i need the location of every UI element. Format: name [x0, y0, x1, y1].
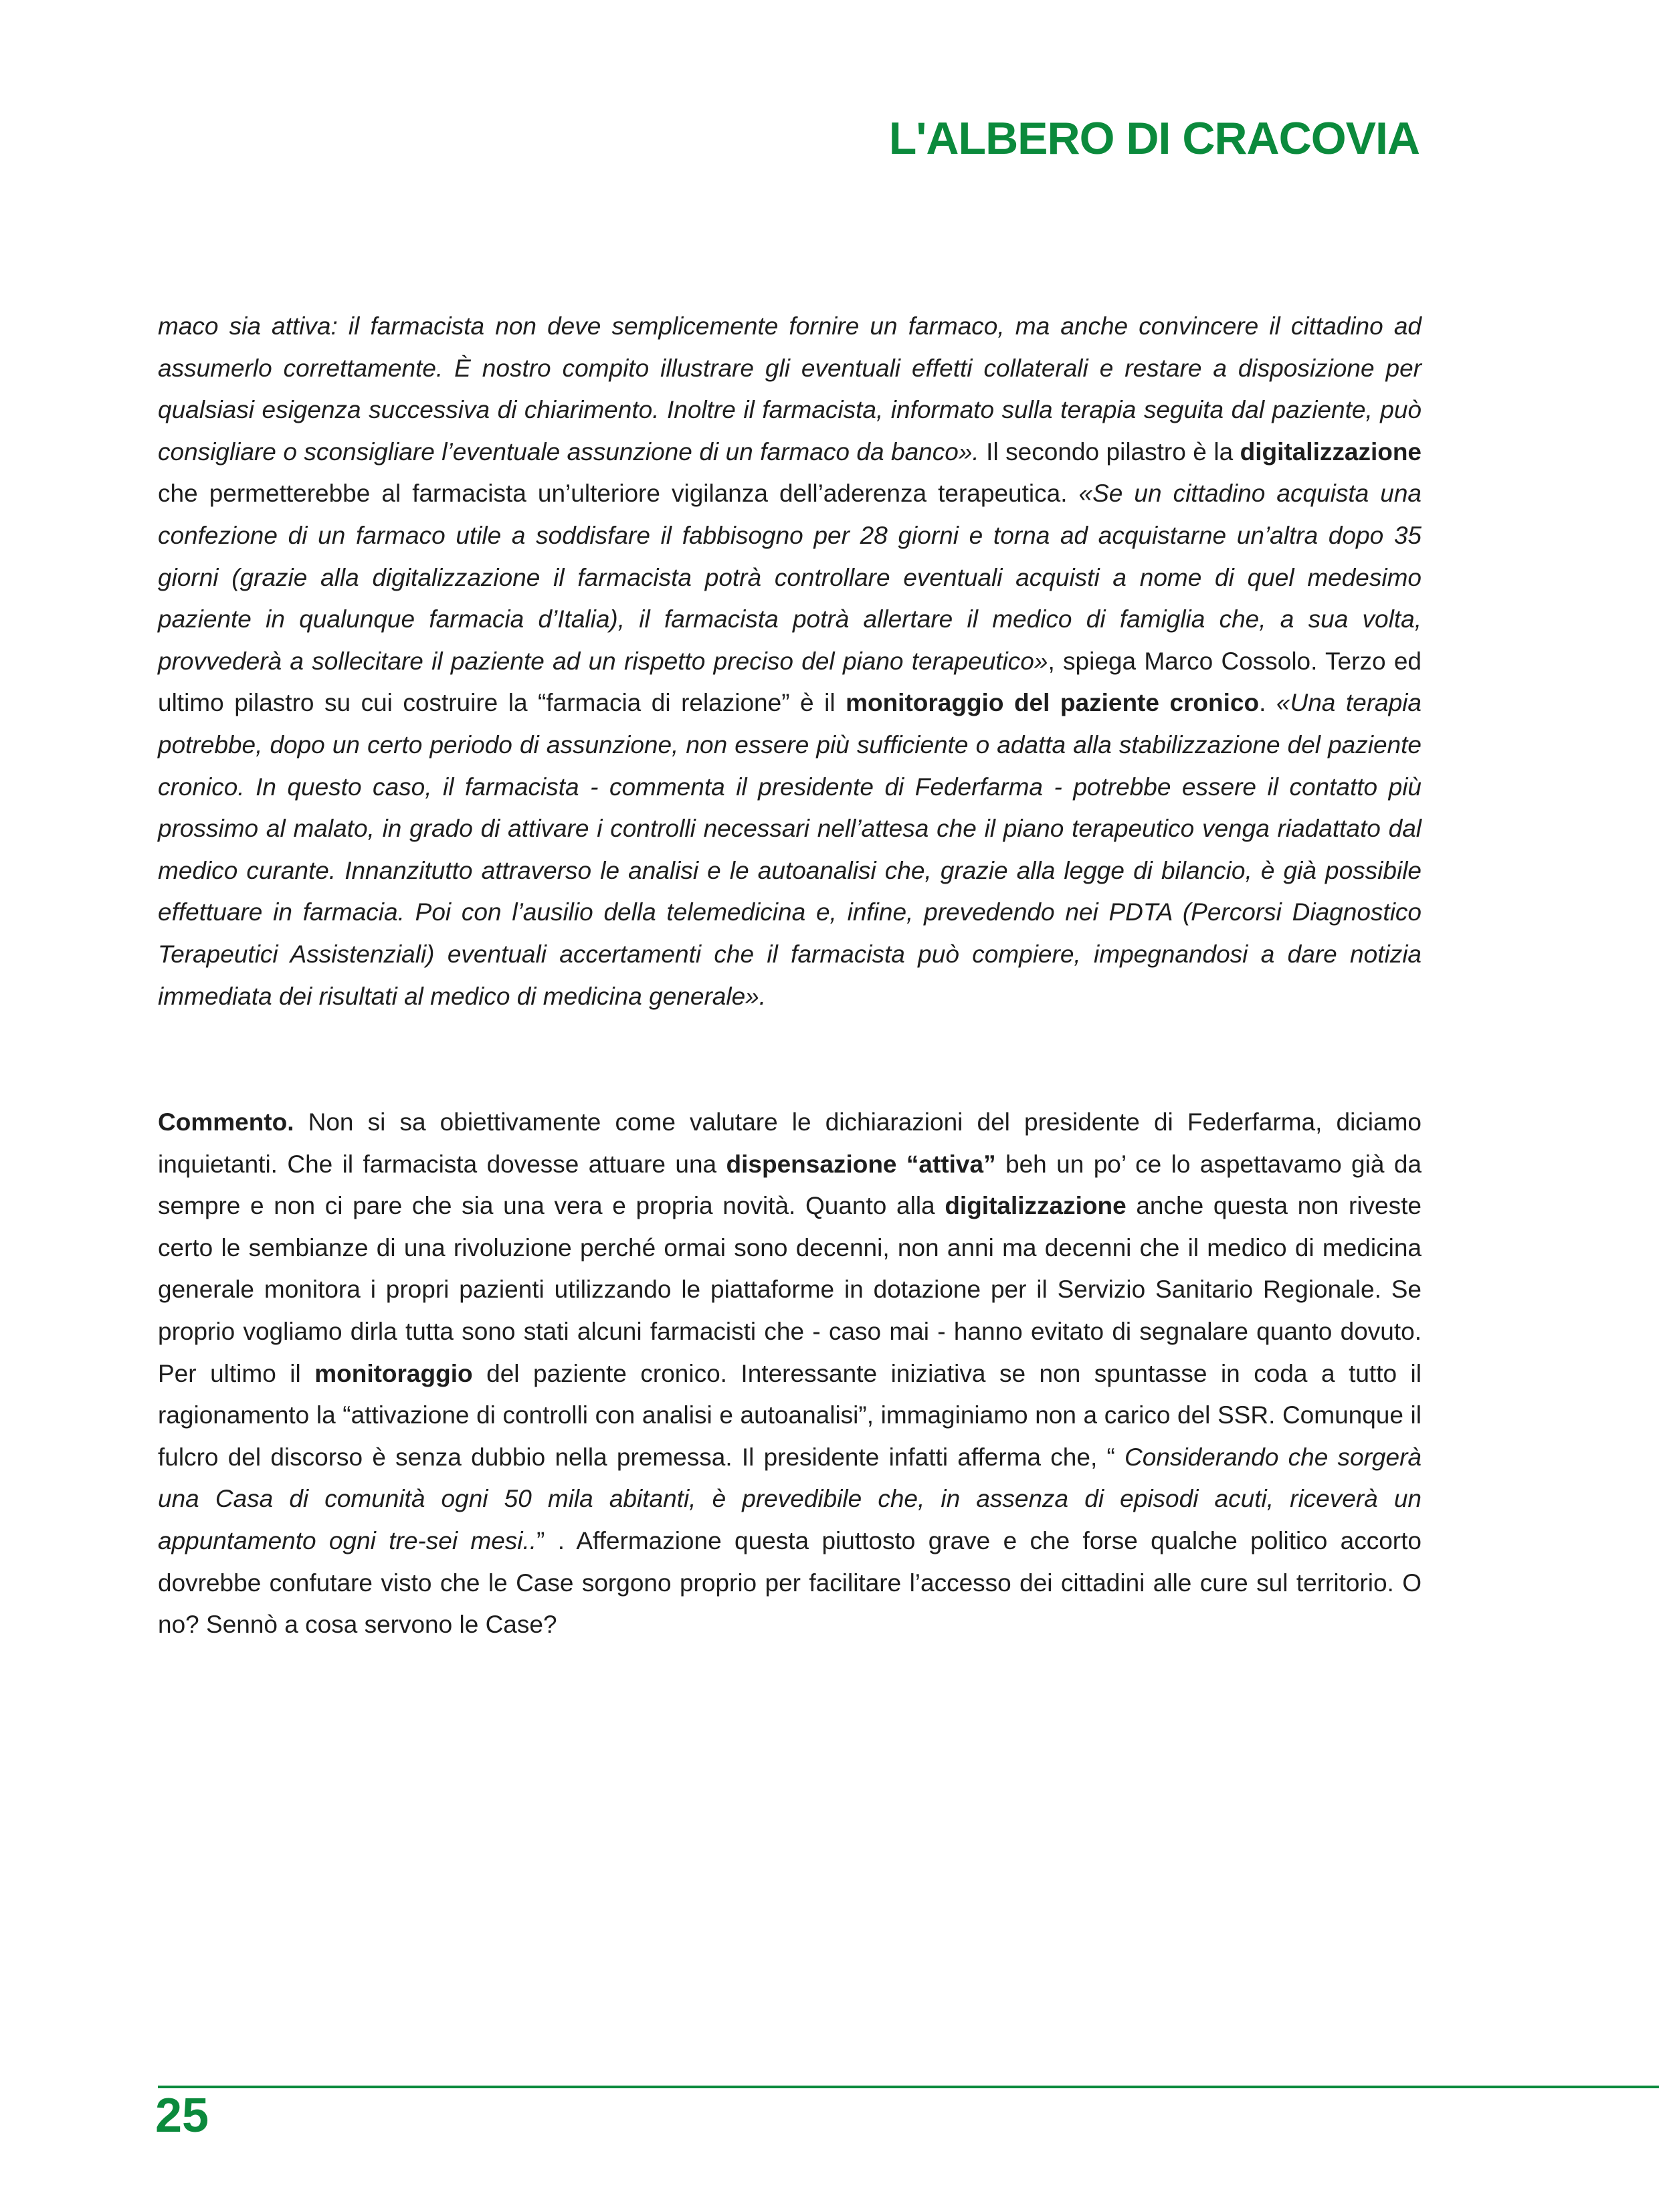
section-title: L'ALBERO DI CRACOVIA	[888, 113, 1420, 164]
emphasis-digitalizzazione: digitalizzazione	[1240, 437, 1422, 466]
quote-text: «Se un cittadino acquista una confezione di un farmaco utile a soddisfare il fabbisogno per 28 giorni e torna ad acquistarne un’altra dopo 35 giorni (grazie alla digitalizzazione il farmacista potrà controllare eventuali acquisti a nome di quel medesimo paziente in qualunque farmacia d’Italia), il farmacista potrà allertare il medico di famiglia che, a sua volta, provvederà a sollecitare il paziente ad un rispetto preciso del piano terapeutico»	[158, 480, 1422, 675]
body-text-segment: Non si sa obiettivamente come valutare le dichiarazioni del presidente di Federfarma, diciamo inquietanti. Che il farmacista dovesse attuare una	[158, 1108, 1422, 1178]
emphasis-monitoraggio-paziente-cronico: monitoraggio del paziente cronico	[846, 689, 1260, 717]
footer-divider	[158, 2086, 1659, 2088]
emphasis-digitalizzazione: digitalizzazione	[945, 1192, 1127, 1220]
body-paragraph-1	[158, 306, 1422, 1017]
body-text-segment: Il secondo pilastro è la	[979, 437, 1240, 466]
body-paragraph-2	[158, 1102, 1422, 1646]
body-text-segment: .	[1259, 689, 1276, 717]
page-number: 25	[155, 2089, 209, 2142]
body-text-segment: del paziente cronico. Interessante iniziativa se non spuntasse in coda a tutto il ragionamento la “attivazione di controlli con analisi e autoanalisi”, immaginiamo non a carico del SSR. Comunque il fulcro del discorso è senza dubbio nella premessa. Il presidente infatti afferma che, “	[158, 1359, 1422, 1471]
emphasis-dispensazione-attiva: dispensazione “attiva”	[726, 1150, 996, 1178]
body-text-segment: che permetterebbe al farmacista un’ulteriore vigilanza dell’aderenza terapeutica.	[158, 480, 1079, 508]
body-text-segment: , spiega Marco Cossolo. Terzo ed ultimo pilastro su cui costruire la “farmacia di relazione” è il	[158, 647, 1422, 717]
body-text-segment: anche questa non riveste certo le sembianze di una rivoluzione perché ormai sono decenni, non anni ma decenni che il medico di medicina generale monitora i propri pazienti utilizzando le piattaforme in dotazione per il Servizio Sanitario Regionale. Se proprio vogliamo dirla tutta sono stati alcuni farmacisti che - caso mai - hanno evitato di segnalare quanto dovuto. Per ultimo il	[158, 1192, 1422, 1387]
body-text-segment: ” . Affermazione questa piuttosto grave e che forse qualche politico accorto dovrebbe confutare visto che le Case sorgono proprio per facilitare l’accesso dei cittadini alle cure sul territorio. O no? Sennò a cosa servono le Case?	[158, 1526, 1422, 1639]
comment-heading: Commento.	[158, 1108, 294, 1136]
quote-text: «Una terapia potrebbe, dopo un certo periodo di assunzione, non essere più sufficiente o adatta alla stabilizzazione del paziente cronico. In questo caso, il farmacista - commenta il presidente di Federfarma - potrebbe essere il contatto più prossimo al malato, in grado di attivare i controlli necessari nell’attesa che il piano terapeutico venga riadattato dal medico curante. Innanzitutto attraverso le analisi e le autoanalisi che, grazie alla legge di bilancio, è già possibile effettuare in farmacia. Poi con l’ausilio della telemedicina e, infine, prevedendo nei PDTA (Percorsi Diagnostico Terapeutici Assistenziali) eventuali accertamenti che il farmacista può compiere, impegnandosi a dare notizia immediata dei risultati al medico di medicina generale».	[158, 689, 1422, 1010]
quote-text: maco sia attiva: il farmacista non deve semplicemente fornire un farmaco, ma anche convincere il cittadino ad assumerlo correttamente. È nostro compito illustrare gli eventuali effetti collaterali e restare a disposizione per qualsiasi esigenza successiva di chiarimento. Inoltre il farmacista, informato sulla terapia seguita dal paziente, può consigliare o sconsigliare l’eventuale assunzione di un farmaco da banco».	[158, 312, 1422, 466]
emphasis-monitoraggio: monitoraggio	[314, 1359, 473, 1387]
body-text-segment: beh un po’ ce lo aspettavamo già da sempre e non ci pare che sia una vera e propria novità. Quanto alla	[158, 1150, 1422, 1220]
quote-text: Considerando che sorgerà una Casa di comunità ogni 50 mila abitanti, è prevedibile che, in assenza di episodi acuti, riceverà un appuntamento ogni tre-sei mesi..	[158, 1443, 1422, 1554]
